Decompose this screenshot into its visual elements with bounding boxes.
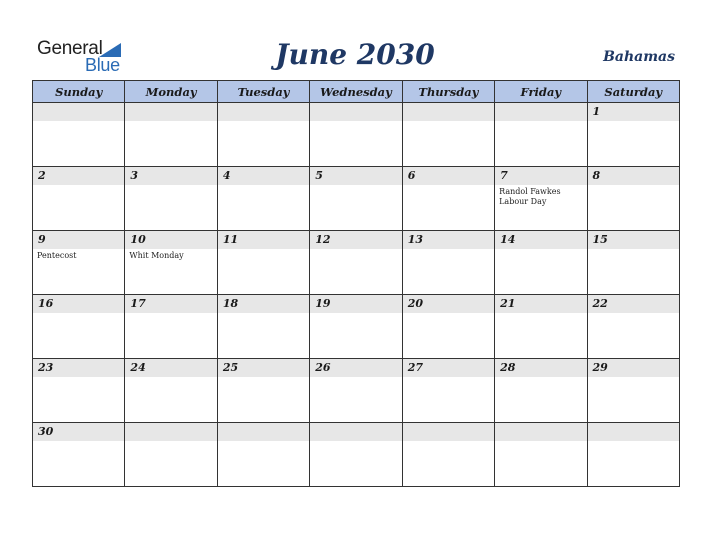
day-number: 8	[592, 169, 601, 182]
holiday-label	[33, 441, 124, 443]
holiday-label	[588, 249, 679, 251]
day-number-bar	[33, 103, 124, 121]
day-number-bar	[403, 103, 494, 121]
weekday-header: Wednesday	[310, 81, 402, 103]
day-number: 18	[222, 297, 239, 310]
day-number-bar	[218, 167, 309, 185]
holiday-label	[125, 185, 216, 187]
day-cell	[217, 295, 309, 359]
day-number-bar	[125, 423, 216, 441]
holiday-label	[125, 377, 216, 379]
day-number: 27	[407, 361, 423, 374]
holiday-label	[403, 313, 494, 315]
week-row	[33, 167, 680, 231]
day-cell	[310, 359, 402, 423]
day-number: 12	[315, 233, 331, 246]
day-number-bar	[588, 167, 679, 185]
day-number: 17	[130, 297, 146, 310]
day-cell	[402, 231, 494, 295]
weekday-header: Saturday	[587, 81, 679, 103]
day-number: 13	[407, 233, 423, 246]
day-cell	[310, 295, 402, 359]
holiday-label	[310, 249, 401, 251]
weekday-header-row	[33, 81, 680, 103]
holiday-label	[218, 249, 309, 251]
day-number: 22	[592, 297, 608, 310]
day-number-bar	[310, 167, 401, 185]
day-number: 1	[592, 105, 601, 118]
holiday-label	[218, 313, 309, 315]
holiday-label	[218, 377, 309, 379]
holiday-label	[310, 377, 401, 379]
holiday-label: Whit Monday	[129, 251, 184, 260]
day-cell	[33, 359, 125, 423]
day-cell	[587, 423, 679, 487]
day-number: 14	[500, 233, 516, 246]
day-number: 25	[222, 361, 239, 374]
holiday-label	[495, 313, 586, 315]
day-number: 30	[38, 425, 54, 438]
day-number: 9	[38, 233, 46, 246]
day-cell	[33, 167, 125, 231]
day-number-bar	[310, 423, 401, 441]
holiday-label	[218, 441, 309, 443]
day-cell	[217, 103, 309, 167]
day-number-bar	[310, 295, 401, 313]
holiday-label	[310, 313, 401, 315]
day-number-bar	[403, 359, 494, 377]
holiday-label	[403, 249, 494, 251]
holiday-label: Randol Fawkes Labour Day	[499, 187, 561, 206]
day-cell	[125, 231, 217, 295]
holiday-label	[403, 441, 494, 443]
day-number: 16	[38, 297, 54, 310]
holiday-label: Pentecost	[37, 251, 77, 260]
holiday-label	[403, 121, 494, 123]
day-cell	[33, 231, 125, 295]
day-number: 2	[38, 169, 46, 182]
day-cell	[402, 167, 494, 231]
day-number: 6	[407, 169, 416, 182]
day-number-bar	[125, 103, 216, 121]
day-number: 20	[407, 297, 423, 310]
day-number-bar	[403, 423, 494, 441]
holiday-label	[588, 185, 679, 187]
day-number: 3	[130, 169, 139, 182]
day-cell	[587, 295, 679, 359]
day-cell	[125, 295, 217, 359]
day-number-bar	[310, 359, 401, 377]
day-number: 5	[315, 169, 323, 182]
day-cell	[310, 167, 402, 231]
day-cell	[217, 167, 309, 231]
day-number-bar	[588, 231, 679, 249]
holiday-label	[310, 121, 401, 123]
day-cell	[217, 359, 309, 423]
day-cell	[125, 423, 217, 487]
weekday-header: Monday	[125, 81, 217, 103]
day-number-bar	[495, 295, 586, 313]
day-cell	[217, 423, 309, 487]
holiday-label	[33, 185, 124, 187]
day-number-bar	[310, 231, 401, 249]
day-number-bar	[495, 167, 586, 185]
day-cell	[495, 103, 587, 167]
holiday-label	[495, 121, 586, 123]
day-cell	[310, 423, 402, 487]
week-row	[33, 231, 680, 295]
day-number-bar	[33, 231, 124, 249]
holiday-label	[218, 121, 309, 123]
holiday-label	[495, 249, 586, 251]
holiday-label	[588, 377, 679, 379]
week-row	[33, 295, 680, 359]
day-cell	[495, 231, 587, 295]
day-cell	[495, 359, 587, 423]
day-number-bar	[218, 359, 309, 377]
day-number-bar	[588, 359, 679, 377]
holiday-label	[310, 441, 401, 443]
calendar-grid	[32, 80, 680, 487]
calendar-title: June 2030	[275, 38, 435, 71]
generalblue-logo	[37, 38, 127, 74]
day-cell	[587, 231, 679, 295]
day-number: 15	[592, 233, 608, 246]
day-number-bar	[218, 423, 309, 441]
holiday-label	[33, 377, 124, 379]
day-cell	[587, 359, 679, 423]
weekday-header: Sunday	[33, 81, 125, 103]
holiday-label	[403, 377, 494, 379]
day-number-bar	[495, 231, 586, 249]
day-cell	[33, 423, 125, 487]
day-cell	[125, 359, 217, 423]
week-row	[33, 359, 680, 423]
day-cell	[495, 167, 587, 231]
weekday-header: Thursday	[402, 81, 494, 103]
day-number-bar	[588, 295, 679, 313]
holiday-label	[125, 313, 216, 315]
day-cell	[310, 103, 402, 167]
day-number: 19	[315, 297, 331, 310]
day-number-bar	[495, 359, 586, 377]
weekday-header: Friday	[495, 81, 587, 103]
day-cell	[402, 103, 494, 167]
day-cell	[495, 295, 587, 359]
day-cell	[310, 231, 402, 295]
day-number-bar	[588, 423, 679, 441]
day-number-bar	[33, 295, 124, 313]
day-number-bar	[218, 231, 309, 249]
holiday-label	[588, 441, 679, 443]
day-number: 4	[222, 169, 231, 182]
day-number: 23	[38, 361, 54, 374]
day-cell	[125, 167, 217, 231]
day-number-bar	[33, 423, 124, 441]
day-number-bar	[125, 295, 216, 313]
holiday-label	[495, 377, 586, 379]
day-cell	[495, 423, 587, 487]
day-number-bar	[33, 167, 124, 185]
day-cell	[125, 103, 217, 167]
day-number: 29	[592, 361, 608, 374]
day-number-bar	[125, 359, 216, 377]
holiday-label	[125, 441, 216, 443]
day-number-bar	[310, 103, 401, 121]
holiday-label	[588, 313, 679, 315]
day-number: 7	[500, 169, 508, 182]
day-number-bar	[495, 423, 586, 441]
day-number-bar	[403, 167, 494, 185]
day-number: 28	[500, 361, 516, 374]
day-cell	[402, 295, 494, 359]
day-number-bar	[218, 295, 309, 313]
day-number: 26	[315, 361, 331, 374]
day-number-bar	[403, 231, 494, 249]
week-row	[33, 423, 680, 487]
day-cell	[587, 167, 679, 231]
day-number-bar	[588, 103, 679, 121]
day-cell	[217, 231, 309, 295]
holiday-label	[310, 185, 401, 187]
country-label: Bahamas	[603, 49, 675, 65]
day-number-bar	[218, 103, 309, 121]
day-number: 24	[130, 361, 146, 374]
day-cell	[402, 423, 494, 487]
logo-text-general: General	[37, 38, 103, 59]
week-row	[33, 103, 680, 167]
holiday-label	[125, 121, 216, 123]
day-number: 11	[222, 233, 239, 246]
day-number-bar	[33, 359, 124, 377]
weekday-header: Tuesday	[217, 81, 309, 103]
day-cell	[33, 295, 125, 359]
day-number-bar	[495, 103, 586, 121]
day-number: 21	[500, 297, 516, 310]
holiday-label	[495, 441, 586, 443]
logo-text-blue: Blue	[85, 55, 120, 75]
holiday-label	[588, 121, 679, 123]
holiday-label	[403, 185, 494, 187]
holiday-label	[33, 313, 124, 315]
day-cell	[587, 103, 679, 167]
holiday-label	[33, 121, 124, 123]
day-cell	[33, 103, 125, 167]
day-number: 10	[130, 233, 146, 246]
holiday-label	[218, 185, 309, 187]
day-number-bar	[125, 167, 216, 185]
day-number-bar	[403, 295, 494, 313]
day-number-bar	[125, 231, 216, 249]
day-cell	[402, 359, 494, 423]
